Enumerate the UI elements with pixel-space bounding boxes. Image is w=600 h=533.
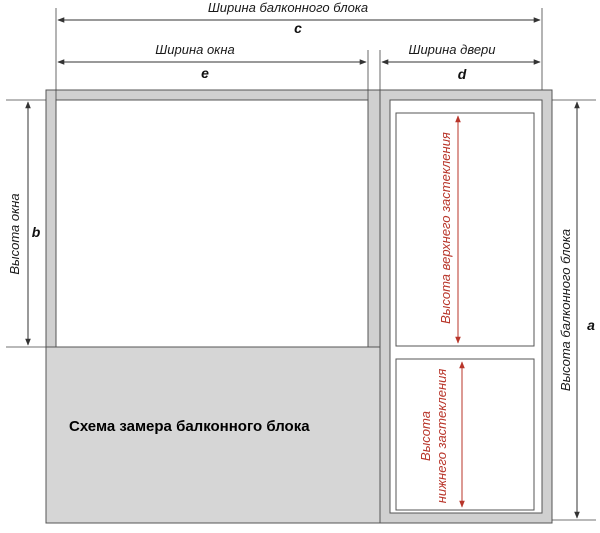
window-frame bbox=[46, 90, 380, 347]
door-frame bbox=[380, 90, 552, 523]
window-height-label: Высота окна bbox=[7, 193, 22, 275]
block-height-letter: a bbox=[587, 317, 595, 333]
window-height-letter: b bbox=[31, 224, 41, 240]
lower-glazing-height-label-line1: Высота bbox=[418, 411, 433, 461]
upper-glazing-height-label: Высота верхнего застекления bbox=[438, 132, 453, 324]
door-lower-glazing bbox=[396, 359, 534, 510]
door-width-letter: d bbox=[457, 66, 467, 82]
door-width-label: Ширина двери bbox=[408, 42, 496, 57]
block-height-label: Высота балконного блока bbox=[558, 228, 573, 392]
window-width-letter: e bbox=[201, 65, 209, 81]
diagram-caption: Схема замера балконного блока bbox=[69, 418, 310, 435]
block-width-letter: c bbox=[294, 20, 302, 36]
block-width-label: Ширина балконного блока bbox=[207, 0, 369, 15]
lower-glazing-height-label-line2: нижнего застекления bbox=[434, 368, 449, 504]
window-width-label: Ширина окна bbox=[155, 42, 235, 57]
lower-wall-panel bbox=[46, 347, 380, 523]
door-upper-glazing bbox=[396, 113, 534, 346]
